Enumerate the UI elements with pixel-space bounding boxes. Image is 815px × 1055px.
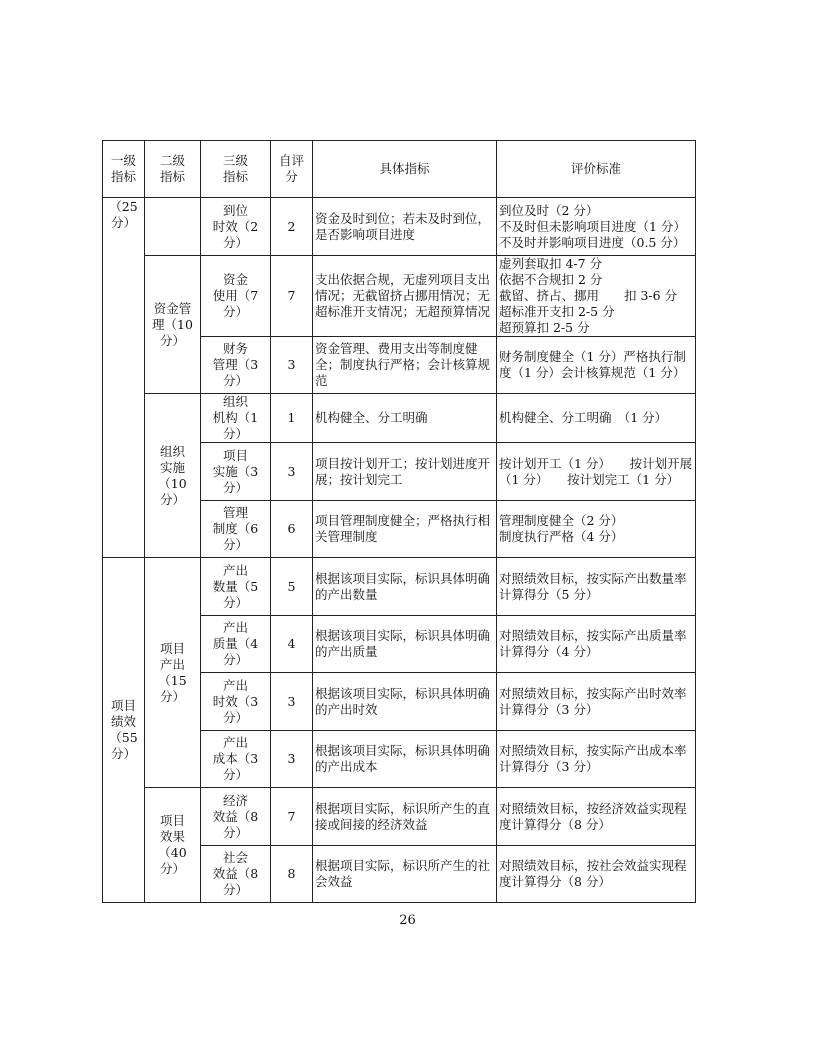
criteria-cell: 对照绩效目标，按实际产出时效率计算得分（3 分） (497, 673, 696, 731)
table-header-row (103, 141, 696, 198)
score-cell: 2 (271, 198, 313, 256)
score-cell: 3 (271, 673, 313, 731)
indicator-cell: 根据该项目实际，标识具体明确的产出质量 (313, 616, 497, 673)
score-cell: 7 (271, 256, 313, 337)
score-cell: 7 (271, 788, 313, 846)
level3-cell: 组织 机构（1 分） (201, 394, 271, 443)
indicator-cell: 项目按计划开工；按计划进度开展；按计划完工 (313, 443, 497, 501)
level1-cell-process: （25 分） (103, 198, 145, 558)
score-cell: 3 (271, 731, 313, 788)
score-cell: 6 (271, 501, 313, 558)
level3-cell: 产出 成本（3 分） (201, 731, 271, 788)
score-cell: 3 (271, 443, 313, 501)
level1-cell-performance: 项目 绩效 （55 分） (103, 558, 145, 903)
header-criteria: 评价标准 (497, 141, 696, 198)
score-cell: 1 (271, 394, 313, 443)
indicator-cell: 机构健全、分工明确 (313, 394, 497, 443)
score-cell: 4 (271, 616, 313, 673)
indicator-cell: 根据该项目实际，标识具体明确的产出数量 (313, 558, 497, 616)
header-level2: 二级 指标 (145, 141, 201, 198)
indicator-cell: 根据该项目实际，标识具体明确的产出时效 (313, 673, 497, 731)
criteria-cell: 对照绩效目标，按实际产出成本率计算得分（3 分） (497, 731, 696, 788)
table-row (103, 788, 696, 846)
evaluation-table (102, 140, 696, 903)
criteria-cell: 虚列套取扣 4-7 分 依据不合规扣 2 分 截留、挤占、挪用 扣 3-6 分 超标准开支扣 2-5 分 超预算扣 2-5 分 (497, 256, 696, 337)
criteria-cell: 到位及时（2 分） 不及时但未影响项目进度（1 分） 不及时并影响项目进度（0.5 分） (497, 198, 696, 256)
indicator-cell: 根据该项目实际，标识具体明确的产出成本 (313, 731, 497, 788)
indicator-cell: 支出依据合规，无虚列项目支出情况；无截留挤占挪用情况；无超标准开支情况；无超预算情况 (313, 256, 497, 337)
header-level1: 一级 指标 (103, 141, 145, 198)
criteria-cell: 按计划开工（1 分） 按计划开展（1 分） 按计划完工（1 分） (497, 443, 696, 501)
table-row (103, 198, 696, 256)
table-row (103, 256, 696, 337)
level3-cell: 资金 使用（7 分） (201, 256, 271, 337)
header-self-score: 自评 分 (271, 141, 313, 198)
indicator-cell: 资金管理、费用支出等制度健全；制度执行严格；会计核算规范 (313, 337, 497, 394)
score-cell: 5 (271, 558, 313, 616)
criteria-cell: 机构健全、分工明确 （1 分） (497, 394, 696, 443)
score-cell: 8 (271, 846, 313, 903)
level3-cell: 经济 效益（8 分） (201, 788, 271, 846)
criteria-cell: 对照绩效目标，按实际产出质量率计算得分（4 分） (497, 616, 696, 673)
level3-cell: 管理 制度（6 分） (201, 501, 271, 558)
level3-cell: 到位 时效（2 分） (201, 198, 271, 256)
header-level3: 三级 指标 (201, 141, 271, 198)
level3-cell: 产出 数量（5 分） (201, 558, 271, 616)
indicator-cell: 项目管理制度健全；严格执行相关管理制度 (313, 501, 497, 558)
level3-cell: 财务 管理（3 分） (201, 337, 271, 394)
level2-empty-cell (145, 198, 201, 256)
criteria-cell: 管理制度健全（2 分） 制度执行严格（4 分） (497, 501, 696, 558)
score-cell: 3 (271, 337, 313, 394)
indicator-cell: 根据项目实际，标识所产生的直接或间接的经济效益 (313, 788, 497, 846)
level3-cell: 产出 质量（4 分） (201, 616, 271, 673)
criteria-cell: 对照绩效目标，按社会效益实现程度计算得分（8 分） (497, 846, 696, 903)
level2-cell-effect: 项目 效果（40 分） (145, 788, 201, 903)
criteria-cell: 财务制度健全（1 分）严格执行制度（1 分）会计核算规范（1 分） (497, 337, 696, 394)
level2-cell-organization: 组织 实施（10 分） (145, 394, 201, 558)
header-indicator: 具体指标 (313, 141, 497, 198)
table-row (103, 394, 696, 443)
table-row (103, 558, 696, 616)
indicator-cell: 资金及时到位；若未及时到位，是否影响项目进度 (313, 198, 497, 256)
criteria-cell: 对照绩效目标，按实际产出数量率计算得分（5 分） (497, 558, 696, 616)
level3-cell: 产出 时效（3 分） (201, 673, 271, 731)
page-number: 26 (399, 913, 416, 928)
level3-cell: 项目 实施（3 分） (201, 443, 271, 501)
criteria-cell: 对照绩效目标，按经济效益实现程度计算得分（8 分） (497, 788, 696, 846)
level2-cell-fund-management: 资金管 理（10 分） (145, 256, 201, 394)
indicator-cell: 根据项目实际，标识所产生的社会效益 (313, 846, 497, 903)
level2-cell-output: 项目 产出（15 分） (145, 558, 201, 788)
level3-cell: 社会 效益（8 分） (201, 846, 271, 903)
